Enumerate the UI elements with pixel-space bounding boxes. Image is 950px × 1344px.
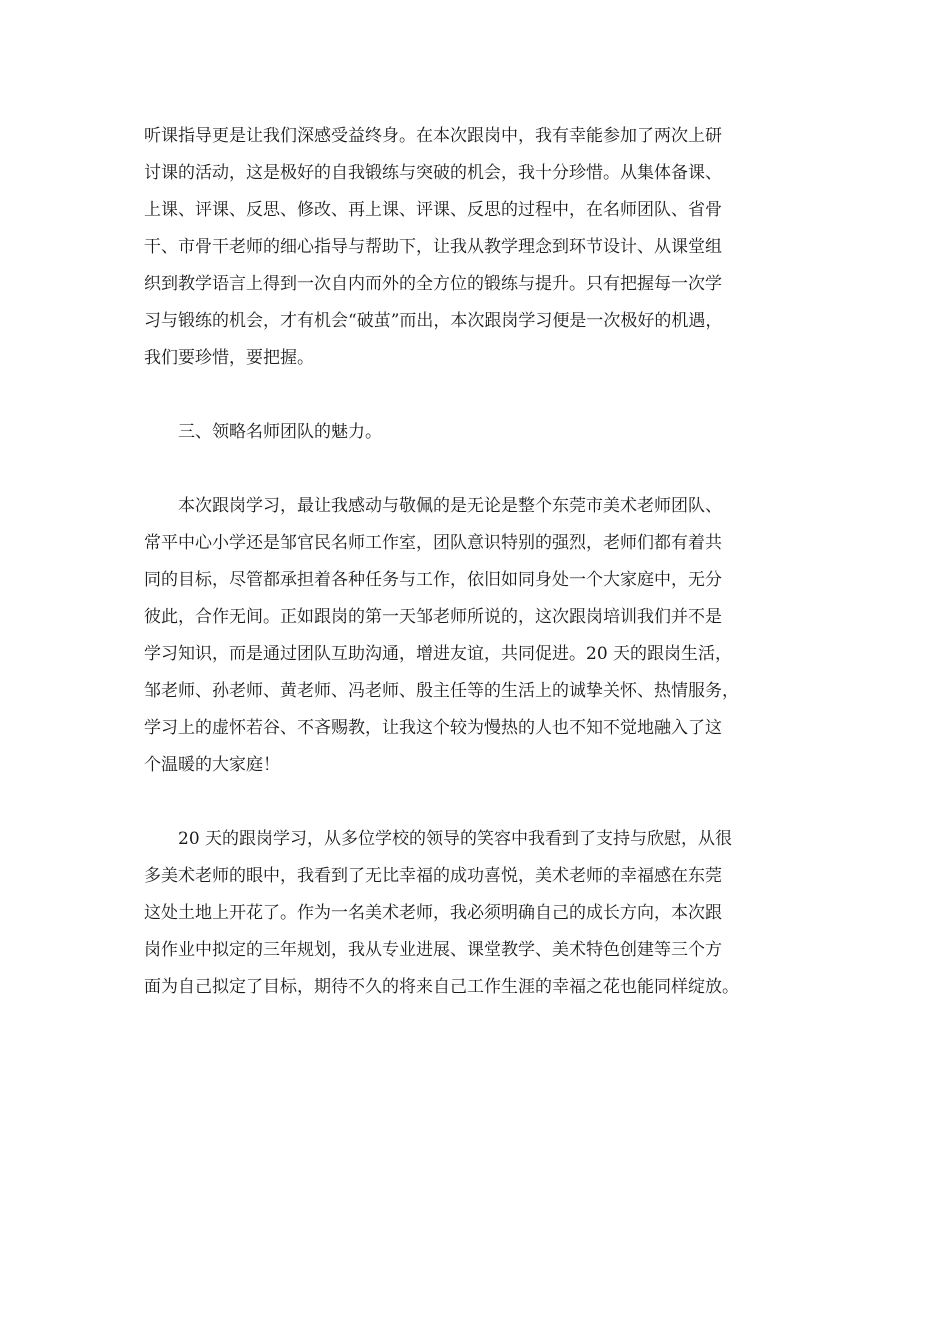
paragraph-team: 本次跟岗学习，最让我感动与敬佩的是无论是整个东莞市美术老师团队、 常平中心小学还是邹官民名师工作室，团队意识特别的强烈，老师们都有着共 同的目标，尽管都承担着各种任务与工作，依旧如同身处一个大家庭中，无分 彼此，合作无间。正如跟岗的第一天邹老师所说的，这次跟岗培训我们并不是 学习知识，而是通过团队互助沟通，增进友谊，共同促进。20 天的跟岗生活， 邹老师、孙老师、黄老师、冯老师、殷主任等的生活上的诚挚关怀、热情服务， 学习上的虚怀若谷、不吝赐教，让我这个较为慢热的人也不知不觉地融入了这 个温暖的大家庭！: [144, 496, 739, 775]
document-body: [144, 118, 810, 1006]
paragraph-continuation: 听课指导更是让我们深感受益终身。在本次跟岗中，我有幸能参加了两次上研 讨课的活动，这是极好的自我锻练与突破的机会，我十分珍惜。从集体备课、 上课、评课、反思、修改、再上课、评课、反思的过程中，在名师团队、省骨 干、市骨干老师的细心指导与帮助下，让我从教学理念到环节设计、从课堂组 织到教学语言上得到一次自内而外的全方位的锻练与提升。只有把握每一次学 习与锻练的机会，才有机会“破茧”而出，本次跟岗学习便是一次极好的机遇， 我们要珍惜，要把握。: [144, 126, 723, 368]
paragraph-conclusion: 20 天的跟岗学习，从多位学校的领导的笑容中我看到了支持与欣慰，从很 多美术老师的眼中，我看到了无比幸福的成功喜悦，美术老师的幸福感在东莞 这处土地上开花了。作为一名美术老师，我必须明确自己的成长方向，本次跟 岗作业中拟定的三年规划，我从专业进展、课堂教学、美术特色创建等三个方 面为自己拟定了目标，期待不久的将来自己工作生涯的幸福之花也能同样绽放。: [144, 829, 739, 997]
section-heading: 三、领略名师团队的魅力。: [178, 422, 382, 442]
